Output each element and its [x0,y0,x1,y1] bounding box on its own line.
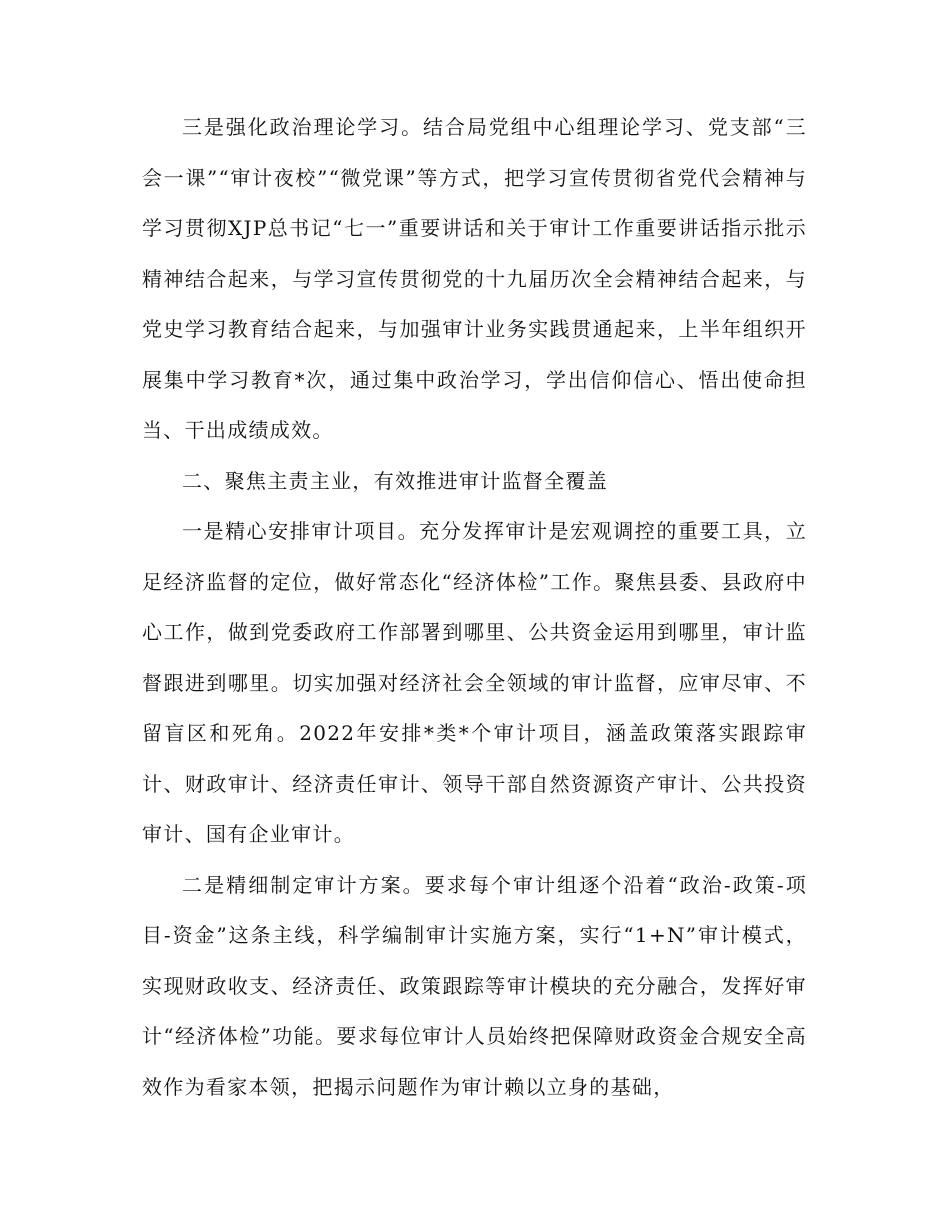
paragraph-audit-plan: 二是精细制定审计方案。要求每个审计组逐个沿着“政治-政策-项目-资金”这条主线，科学编制审计实施方案，实行“1+N”审计模式，实现财政收支、经济责任、政策跟踪等审计模块的充分融合，发挥好审计“经济体检”功能。要求每位审计人员始终把保障财政资金合规安全高效作为看家本领，把揭示问题作为审计赖以立身的基础， [142,872,807,1099]
document-body [142,102,807,1112]
paragraph-audit-projects: 一是精心安排审计项目。充分发挥审计是宏观调控的重要工具，立足经济监督的定位，做好常态化“经济体检”工作。聚焦县委、县政府中心工作，做到党委政府工作部署到哪里、公共资金运用到哪里，审计监督跟进到哪里。切实加强对经济社会全领域的审计监督，应审尽审、不留盲区和死角。2022年安排*类*个审计项目，涵盖政策落实跟踪审计、财政审计、经济责任审计、领导干部自然资源资产审计、公共投资审计、国有企业审计。 [142,519,807,846]
paragraph-political-theory-study: 三是强化政治理论学习。结合局党组中心组理论学习、党支部“三会一课”“审计夜校”“微党课”等方式，把学习宣传贯彻省党代会精神与学习贯彻XJP总书记“七一”重要讲话和关于审计工作重要讲话指示批示精神结合起来，与学习宣传贯彻党的十九届历次全会精神结合起来，与党史学习教育结合起来，与加强审计业务实践贯通起来，上半年组织开展集中学习教育*次，通过集中政治学习，学出信仰信心、悟出使命担当、干出成绩成效。 [142,115,807,442]
section-heading-audit-coverage: 二、聚焦主责主业，有效推进审计监督全覆盖 [182,468,608,493]
